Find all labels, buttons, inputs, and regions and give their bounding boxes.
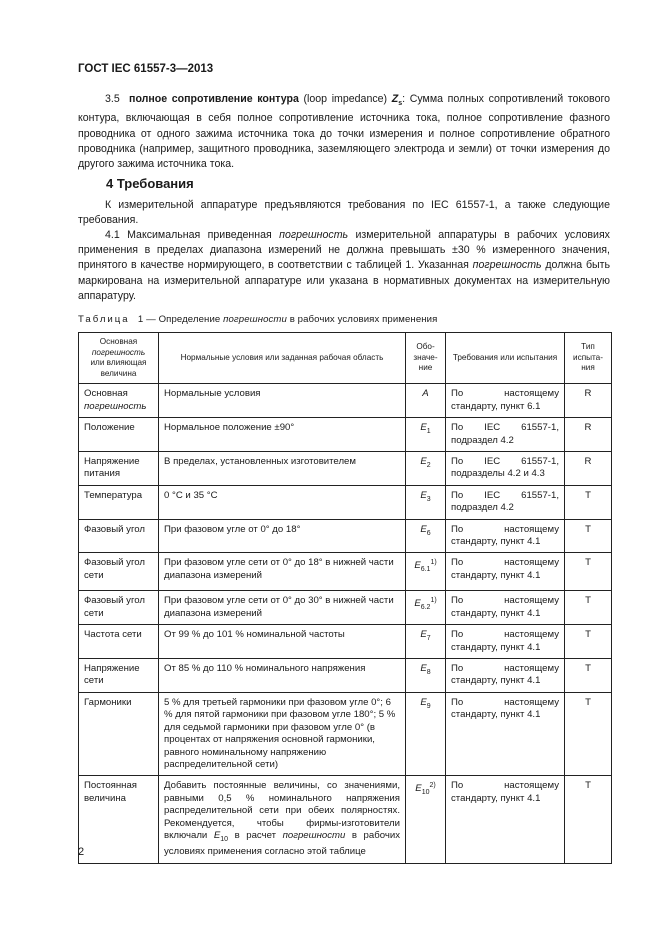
cell-test-type: T	[565, 776, 612, 863]
cell-quantity: Фазовый угол сети	[79, 591, 159, 625]
cell-conditions: 5 % для третьей гармоники при фазовом угле 0°; 6 % для пятой гармоники при фазовом угле 180°; 5 % для седьмой гармоники при фазовом угле 0° (в процентах от напряжения основной гармоники, равного номинальному напряжению распределительной сети)	[159, 692, 406, 775]
cell-symbol: $E_2$	[406, 452, 446, 486]
cell-conditions: При фазовом угле сети от 0° до 30° в нижней части диапазона измерений	[159, 591, 406, 625]
table-row	[79, 692, 612, 775]
cell-symbol: $E_{6.2}^{1)}$	[406, 591, 446, 625]
cell-symbol: $E_3$	[406, 485, 446, 519]
cell-requirements: По настоящему стандарту, пункт 4.1	[446, 776, 565, 863]
header-symbol: Обо-значе-ние	[406, 333, 446, 384]
cell-test-type: T	[565, 553, 612, 591]
cell-quantity: Основная погрешность	[79, 384, 159, 418]
cell-requirements: По настоящему стандарту, пункт 4.1	[446, 692, 565, 775]
cell-quantity: Положение	[79, 418, 159, 452]
table-row	[79, 384, 612, 418]
requirements-table	[78, 332, 612, 864]
cell-symbol: $E_7$	[406, 625, 446, 659]
table-row	[79, 659, 612, 693]
def-text: : Сумма полных сопротивлений токового контура, включающая в себя полное сопротивление источника тока, полное сопротивление фазного проводника от одного зажима источника тока до точки измерения и полное сопротивление обратного проводника (например, защитного проводника, заземляющего электрода и земли) от точки измерения до другого зажима источника тока.	[78, 93, 610, 170]
cell-test-type: T	[565, 591, 612, 625]
table-row	[79, 776, 612, 863]
cell-symbol: $E_1$	[406, 418, 446, 452]
cell-symbol: $E_8$	[406, 659, 446, 693]
cell-symbol: $E_{6.1}^{1)}$	[406, 553, 446, 591]
section-4-intro: К измерительной аппаратуре предъявляются требования по IEC 61557-1, а также следующие требования.	[78, 199, 610, 227]
table-row	[79, 418, 612, 452]
page-number: 2	[78, 846, 85, 858]
cell-test-type: T	[565, 485, 612, 519]
def-number: 3.5	[105, 93, 120, 105]
cell-test-type: R	[565, 452, 612, 486]
cell-requirements: По настоящему стандарту, пункт 4.1	[446, 659, 565, 693]
cell-requirements: По настоящему стандарту, пункт 4.1	[446, 625, 565, 659]
cell-requirements: По настоящему стандарту, пункт 4.1	[446, 553, 565, 591]
cell-symbol: $E_6$	[406, 519, 446, 553]
paragraph-4-1: 4.1 Максимальная приведенная погрешность измерительной аппаратуры в рабочих условиях применения в пределах диапазона измерений не должна превышать ±30 % измеренного значения, принятого в качестве нормирующего, в соответствии с таблицей 1. Указанная погрешность должна быть маркирована на измерительной аппаратуре или указана в нормативных документах на измерительную аппаратуру.	[78, 229, 611, 302]
cell-quantity: Температура	[79, 485, 159, 519]
cell-conditions: Добавить постоянные величины, со значениями, равными 0,5 % номинального напряжения распределительной сети при обеих полярностях. Рекомендуется, чтобы фирмы-изготовители включали $E_{10}$ в расчет погрешности в рабочих условиях применения согласно этой таблице	[159, 776, 406, 863]
cell-requirements: По IEC 61557-1, подразделы 4.2 и 4.3	[446, 452, 565, 486]
cell-conditions: При фазовом угле сети от 0° до 18° в нижней части диапазона измерений	[159, 553, 406, 591]
cell-test-type: R	[565, 418, 612, 452]
def-term: полное сопротивление контура	[129, 93, 299, 105]
cell-quantity: Фазовый угол	[79, 519, 159, 553]
cell-quantity: Фазовый угол сети	[79, 553, 159, 591]
cell-symbol: A	[406, 384, 446, 418]
cell-conditions: При фазовом угле от 0° до 18°	[159, 519, 406, 553]
definition-3-5	[78, 92, 610, 172]
document-header: ГОСТ IEC 61557-3—2013	[78, 63, 214, 75]
section-4-title: 4 Требования	[106, 176, 194, 191]
cell-test-type: T	[565, 625, 612, 659]
cell-conditions: Нормальное положение ±90°	[159, 418, 406, 452]
def-term-en: (loop impedance)	[303, 93, 388, 105]
cell-test-type: R	[565, 384, 612, 418]
table-caption: Таблица 1 — Определение погрешности в рабочих условиях применения	[78, 314, 438, 325]
table-row	[79, 452, 612, 486]
cell-requirements: По настоящему стандарту, пункт 6.1	[446, 384, 565, 418]
cell-quantity: Напряжение сети	[79, 659, 159, 693]
header-quantity: Основная погрешность или влияющая величина	[79, 333, 159, 384]
cell-conditions: От 99 % до 101 % номинальной частоты	[159, 625, 406, 659]
header-requirements: Требования или испытания	[446, 333, 565, 384]
def-symbol: $Z_s$	[391, 93, 403, 108]
cell-test-type: T	[565, 692, 612, 775]
cell-conditions: От 85 % до 110 % номинального напряжения	[159, 659, 406, 693]
cell-symbol: $E_9$	[406, 692, 446, 775]
cell-conditions: Нормальные условия	[159, 384, 406, 418]
table-row	[79, 485, 612, 519]
cell-test-type: T	[565, 659, 612, 693]
table-row	[79, 591, 612, 625]
cell-requirements: По настоящему стандарту, пункт 4.1	[446, 519, 565, 553]
cell-quantity: Напряжение питания	[79, 452, 159, 486]
header-conditions: Нормальные условия или заданная рабочая область	[159, 333, 406, 384]
cell-requirements: По настоящему стандарту, пункт 4.1	[446, 591, 565, 625]
cell-requirements: По IEC 61557-1, подраздел 4.2	[446, 485, 565, 519]
table-row	[79, 519, 612, 553]
cell-test-type: T	[565, 519, 612, 553]
cell-conditions: 0 °C и 35 °C	[159, 485, 406, 519]
cell-quantity: Частота сети	[79, 625, 159, 659]
cell-requirements: По IEC 61557-1, подраздел 4.2	[446, 418, 565, 452]
header-test-type: Тип испыта-ния	[565, 333, 612, 384]
table-row	[79, 553, 612, 591]
table-row	[79, 625, 612, 659]
cell-quantity: Гармоники	[79, 692, 159, 775]
cell-quantity: Постоянная величина	[79, 776, 159, 863]
cell-symbol: $E_{10}^{2)}$	[406, 776, 446, 863]
table-header-row	[79, 333, 612, 384]
cell-conditions: В пределах, установленных изготовителем	[159, 452, 406, 486]
